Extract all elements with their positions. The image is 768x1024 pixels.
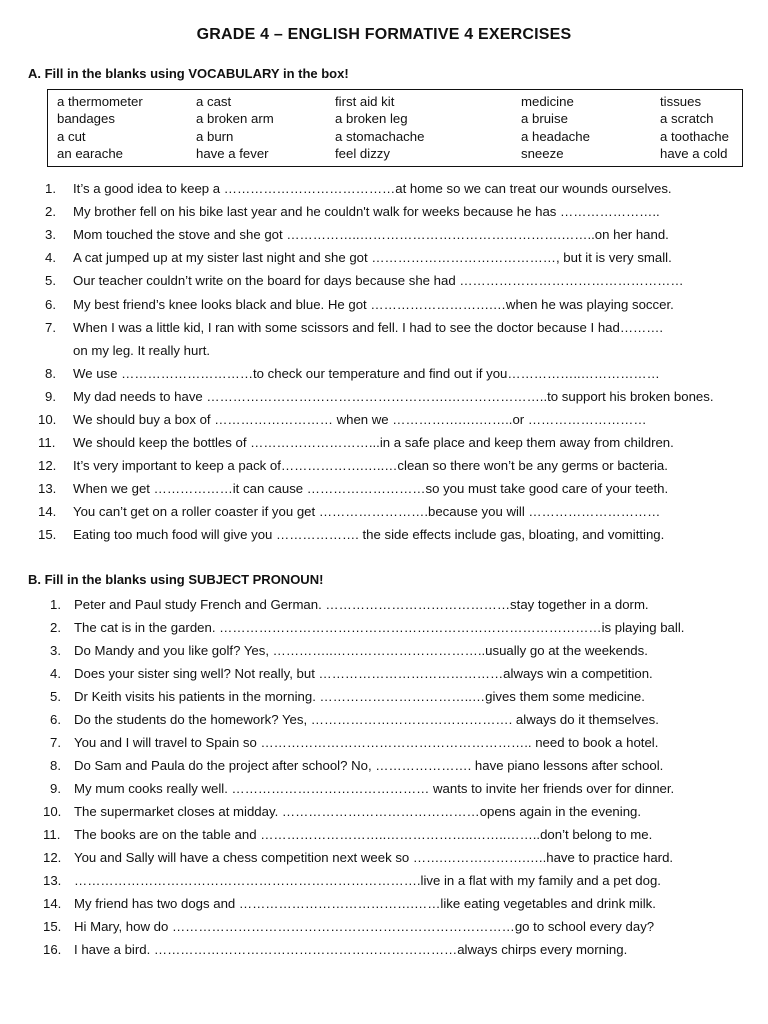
item-number: 3.	[50, 643, 61, 658]
item-number: 13.	[43, 873, 62, 888]
item-number: 7.	[50, 735, 61, 750]
item-number: 16.	[43, 942, 62, 957]
section-a-heading: A. Fill in the blanks using VOCABULARY in the box!	[28, 66, 349, 81]
item-number: 3.	[45, 227, 56, 242]
item-number: 15.	[38, 527, 57, 542]
item-number: 7.	[45, 320, 56, 335]
item-text: We should keep the bottles of ………………………...in a safe place and keep them away from children.	[73, 435, 674, 450]
item-text: Mom touched the stove and she got ……………..……………………………………….……..on her hand.	[73, 227, 669, 242]
vocab-word: medicine	[521, 94, 574, 109]
vocab-word: a burn	[196, 129, 234, 144]
item-number: 2.	[45, 204, 56, 219]
item-number: 11.	[43, 827, 61, 842]
item-text: Do the students do the homework? Yes, ………………………………………. always do it themselves.	[74, 712, 659, 727]
item-text: …………………………………………………………………….live in a flat with my family and a pet dog.	[74, 873, 661, 888]
item-text: Do Sam and Paula do the project after school? No, …………………. have piano lessons after school.	[74, 758, 664, 773]
vocab-word: a cast	[196, 94, 232, 109]
vocab-word: a cut	[57, 129, 86, 144]
vocab-word: sneeze	[521, 146, 564, 161]
item-text: You and Sally will have a chess competition next week so …….……………….…..have to practice hard.	[74, 850, 674, 865]
item-text: Does your sister sing well? Not really, but ……………………………………always win a competition.	[74, 666, 653, 681]
item-number: 1.	[45, 181, 56, 196]
vocabulary-box	[47, 89, 743, 167]
item-text: My best friend’s knee looks black and blue. He got ……………………….…when he was playing soccer.	[73, 297, 674, 312]
item-number: 10.	[43, 804, 62, 819]
item-number: 12.	[38, 458, 57, 473]
vocab-word: have a fever	[196, 146, 269, 161]
item-text: The cat is in the garden. ……………………………………………………………………………is playing ball.	[74, 620, 685, 635]
vocab-word: a bruise	[521, 111, 568, 126]
vocab-word: a stomachache	[335, 129, 425, 144]
item-text: A cat jumped up at my sister last night and she got ……………………………………, but it is very small.	[73, 250, 672, 265]
vocab-word: a broken leg	[335, 111, 408, 126]
item-text: The books are on the table and ………………………..………………..……..……..don’t belong to me.	[74, 827, 653, 842]
vocab-word: a headache	[521, 129, 590, 144]
item-number: 5.	[50, 689, 61, 704]
item-text: It’s a good idea to keep a …………………………………at home so we can treat our wounds ourselves.	[73, 181, 672, 196]
item-text: It’s very important to keep a pack of……………….…..…clean so there won’t be any germs or bacteria.	[73, 458, 668, 473]
item-text: Eating too much food will give you ………………. the side effects include gas, bloating, and vomitting.	[73, 527, 665, 542]
vocab-word: a thermometer	[57, 94, 143, 109]
item-number: 14.	[38, 504, 57, 519]
item-text: Peter and Paul study French and German. ……………………………………stay together in a dorm.	[74, 597, 649, 612]
item-text: We use …………………………to check our temperature and find out if you……………..………………	[73, 366, 660, 381]
vocab-word: feel dizzy	[335, 146, 390, 161]
item-number: 1.	[50, 597, 61, 612]
item-text: My mum cooks really well. ……………………………………… wants to invite her friends over for dinner.	[74, 781, 675, 796]
item-number: 5.	[45, 273, 56, 288]
vocab-word: tissues	[660, 94, 702, 109]
item-text: Do Mandy and you like golf? Yes, …………..……………………………..usually go at the weekends.	[74, 643, 648, 658]
vocab-word: have a cold	[660, 146, 728, 161]
item-text: Hi Mary, how do ……………………………………………………………………go to school every day?	[74, 919, 655, 934]
item-text: I have a bird. ……………………………………………………………always chirps every morning.	[74, 942, 628, 957]
item-text: Dr Keith visits his patients in the morning. ……………………………..…gives them some medicine.	[74, 689, 645, 704]
item-number: 6.	[45, 297, 56, 312]
item-number: 2.	[50, 620, 61, 635]
item-text: The supermarket closes at midday. ………………………………………opens again in the evening.	[74, 804, 642, 819]
item-number: 13.	[38, 481, 57, 496]
item-text: My brother fell on his bike last year and he couldn't walk for weeks because he has …………………..	[73, 204, 660, 219]
item-text: We should buy a box of ……………………… when we …………….….……..or ………………………	[73, 412, 647, 427]
vocab-word: a broken arm	[196, 111, 274, 126]
item-number: 4.	[45, 250, 56, 265]
item-text: You and I will travel to Spain so …………………………………………………….. need to book a hotel.	[74, 735, 659, 750]
item-number: 6.	[50, 712, 61, 727]
vocab-word: bandages	[57, 111, 115, 126]
section-b-heading: B. Fill in the blanks using SUBJECT PRONOUN!	[28, 572, 324, 587]
item-number: 9.	[50, 781, 61, 796]
vocab-word: first aid kit	[335, 94, 395, 109]
item-number: 4.	[50, 666, 61, 681]
page-title: GRADE 4 – ENGLISH FORMATIVE 4 EXERCISES	[196, 26, 572, 43]
item-text: When I was a little kid, I ran with some scissors and fell. I had to see the doctor because I had……….	[73, 320, 664, 335]
item-number: 12.	[43, 850, 62, 865]
item-number: 10.	[38, 412, 57, 427]
vocab-word: a scratch	[660, 111, 714, 126]
item-text: You can’t get on a roller coaster if you get …………………….because you will …………………………	[73, 504, 661, 519]
item-number: 15.	[43, 919, 62, 934]
vocab-word: a toothache	[660, 129, 729, 144]
item-text: Our teacher couldn’t write on the board for days because she had ……………………………………………	[73, 273, 684, 288]
item-text: My friend has two dogs and ………………………………….……like eating vegetables and drink milk.	[74, 896, 656, 911]
item-number: 8.	[50, 758, 61, 773]
item-text: on my leg. It really hurt.	[73, 343, 211, 358]
item-number: 11.	[38, 435, 56, 450]
item-number: 14.	[43, 896, 62, 911]
item-number: 8.	[45, 366, 56, 381]
item-text: When we get ………………it can cause ………………………so you must take good care of your teeth.	[73, 481, 669, 496]
vocab-word: an earache	[57, 146, 123, 161]
item-text: My dad needs to have ……………………………………………….…………………..to support his broken bones.	[73, 389, 714, 404]
item-number: 9.	[45, 389, 56, 404]
